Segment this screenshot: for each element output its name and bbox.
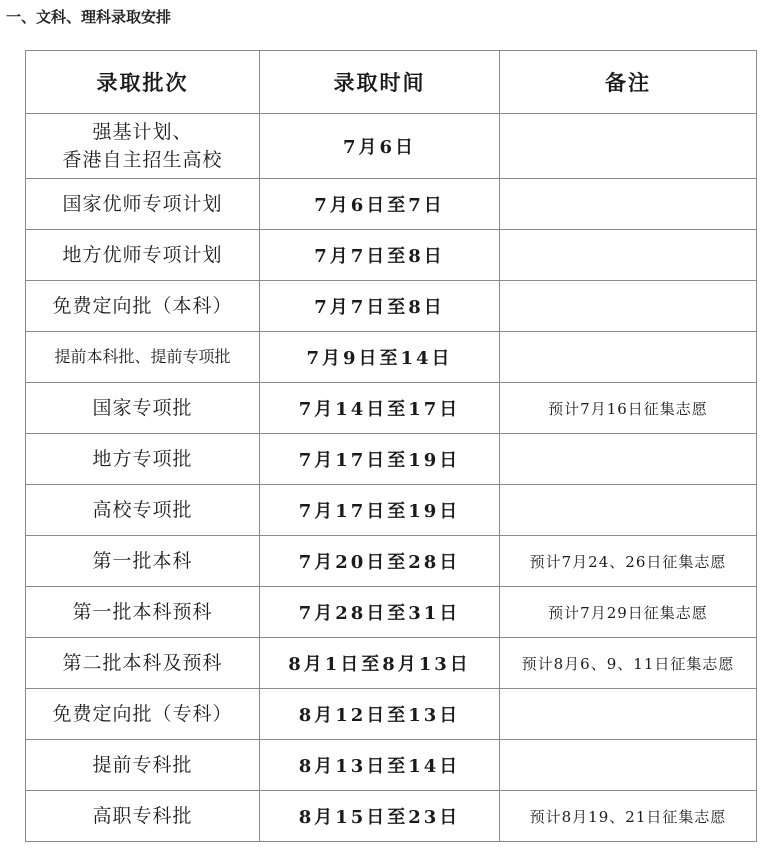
time-cell: 7月6日至7日	[260, 179, 500, 230]
batch-cell: 提前本科批、提前专项批	[26, 332, 260, 383]
batch-cell: 国家专项批	[26, 383, 260, 434]
header-time: 录取时间	[260, 51, 500, 114]
table-header-row	[26, 51, 757, 114]
table-row	[26, 689, 757, 740]
header-note: 备注	[500, 51, 757, 114]
header-batch: 录取批次	[26, 51, 260, 114]
time-cell: 8月15日至23日	[260, 791, 500, 842]
table-row	[26, 332, 757, 383]
note-cell	[500, 281, 757, 332]
time-cell: 7月17日至19日	[260, 434, 500, 485]
time-cell: 8月13日至14日	[260, 740, 500, 791]
batch-cell: 免费定向批（专科）	[26, 689, 260, 740]
batch-cell: 高职专科批	[26, 791, 260, 842]
table-row	[26, 587, 757, 638]
time-cell: 8月12日至13日	[260, 689, 500, 740]
note-cell: 预计7月29日征集志愿	[500, 587, 757, 638]
batch-cell: 地方专项批	[26, 434, 260, 485]
batch-cell: 强基计划、 香港自主招生高校	[26, 114, 260, 179]
section-title: 一、文科、理科录取安排	[6, 8, 172, 26]
table-row	[26, 281, 757, 332]
batch-cell: 第二批本科及预科	[26, 638, 260, 689]
time-cell: 7月7日至8日	[260, 281, 500, 332]
note-cell	[500, 434, 757, 485]
note-cell	[500, 114, 757, 179]
time-cell: 7月28日至31日	[260, 587, 500, 638]
note-cell: 预计7月24、26日征集志愿	[500, 536, 757, 587]
table-row	[26, 230, 757, 281]
time-cell: 8月1日至8月13日	[260, 638, 500, 689]
time-cell: 7月20日至28日	[260, 536, 500, 587]
note-cell	[500, 332, 757, 383]
time-cell: 7月6日	[260, 114, 500, 179]
time-cell: 7月9日至14日	[260, 332, 500, 383]
admission-schedule-table	[25, 50, 757, 842]
table-row	[26, 791, 757, 842]
table-row	[26, 638, 757, 689]
batch-cell: 第一批本科预科	[26, 587, 260, 638]
time-cell: 7月7日至8日	[260, 230, 500, 281]
time-cell: 7月17日至19日	[260, 485, 500, 536]
table-row	[26, 740, 757, 791]
batch-cell: 高校专项批	[26, 485, 260, 536]
time-cell: 7月14日至17日	[260, 383, 500, 434]
table-row	[26, 536, 757, 587]
batch-cell: 提前专科批	[26, 740, 260, 791]
table-row	[26, 179, 757, 230]
table-row	[26, 485, 757, 536]
note-cell	[500, 230, 757, 281]
batch-cell: 地方优师专项计划	[26, 230, 260, 281]
table-row	[26, 383, 757, 434]
note-cell	[500, 485, 757, 536]
note-cell	[500, 689, 757, 740]
batch-cell: 国家优师专项计划	[26, 179, 260, 230]
note-cell	[500, 179, 757, 230]
table-row	[26, 114, 757, 179]
note-cell: 预计8月6、9、11日征集志愿	[500, 638, 757, 689]
batch-cell: 免费定向批（本科）	[26, 281, 260, 332]
note-cell: 预计7月16日征集志愿	[500, 383, 757, 434]
table-row	[26, 434, 757, 485]
batch-cell: 第一批本科	[26, 536, 260, 587]
note-cell: 预计8月19、21日征集志愿	[500, 791, 757, 842]
note-cell	[500, 740, 757, 791]
